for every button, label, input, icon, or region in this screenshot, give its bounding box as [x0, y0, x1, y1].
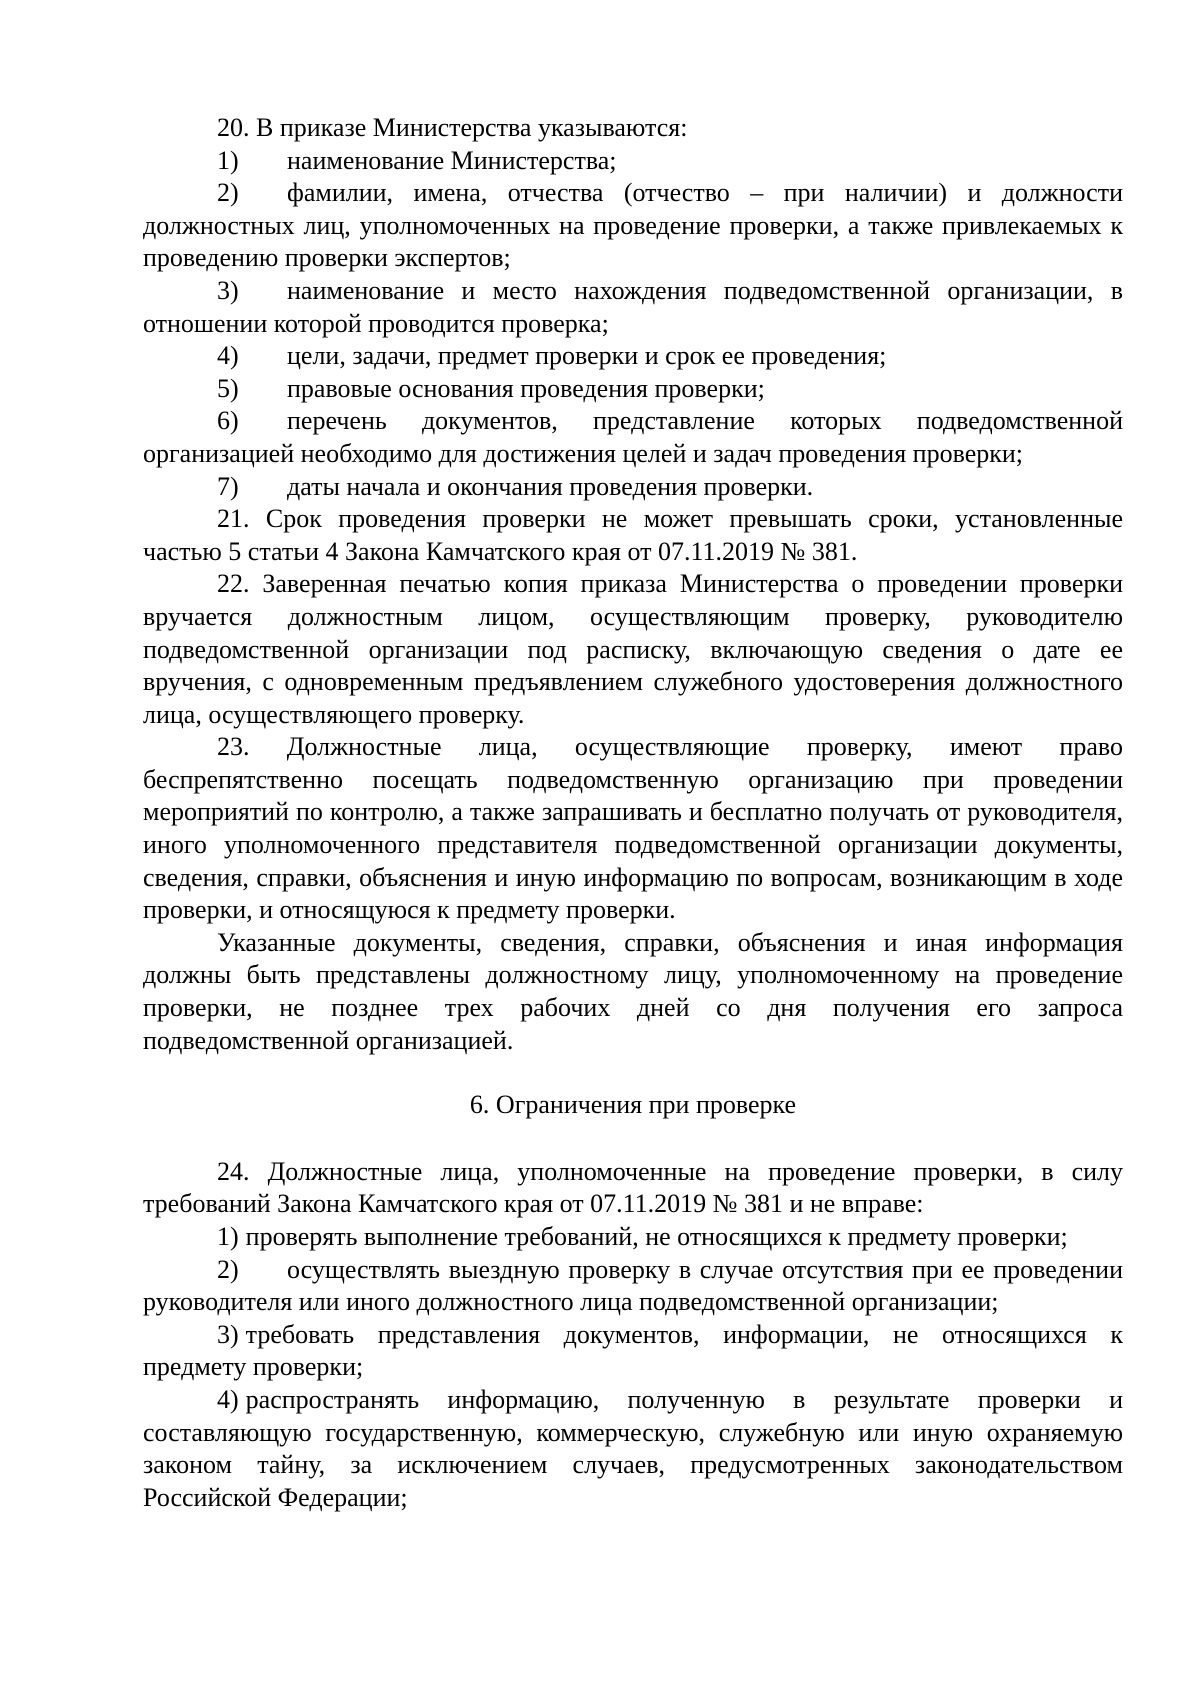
list-item — [143, 1221, 1123, 1254]
list-item-number: 3) — [217, 1319, 239, 1349]
list-item-text: даты начала и окончания проведения проверки. — [287, 471, 814, 501]
list-item-number: 1) — [217, 145, 239, 175]
list-item-number: 2) — [217, 178, 239, 208]
list-item-number: 1) — [217, 1222, 239, 1251]
paragraph-22: 22. Заверенная печатью копия приказа Министерства о проведении проверки вручается должностным лицом, осуществляющим проверку, руководителю подведомственной организации под расписку, включающую сведения о дате ее вручения, с одновременным предъявлением служебного удостоверения должностного лица, осуществляющего проверку. — [143, 569, 1123, 729]
paragraph-20-intro: 20. В приказе Министерства указываются: — [217, 113, 688, 142]
document-body — [143, 112, 1123, 1514]
list-item — [143, 145, 1123, 178]
list-item — [143, 1384, 1123, 1514]
section-heading: 6. Ограничения при проверке — [469, 1090, 797, 1120]
list-item — [143, 471, 1123, 504]
list-item-text: цели, задачи, предмет проверки и срок ее проведения; — [287, 341, 887, 371]
list-item-text: наименование Министерства; — [287, 145, 617, 175]
list-item-text: распространять информацию, полученную в результате проверки и составляющую государственную, коммерческую, служебную или иную охраняемую законом тайну, за исключением случаев, предусмотренных законодательством Российской Федерации; — [143, 1384, 1123, 1512]
list-item-text: фамилии, имена, отчества (отчество – при наличии) и должности должностных лиц, уполномоченных на проведение проверки, а также привлекаемых к проведению проверки экспертов; — [143, 178, 1123, 273]
list-item-number: 4) — [217, 341, 239, 371]
list-item-number: 4) — [217, 1384, 239, 1414]
list-item — [143, 1319, 1123, 1384]
list-item — [143, 373, 1123, 406]
list-item-number: 6) — [217, 406, 239, 436]
list-item — [143, 1254, 1123, 1319]
list-item — [143, 177, 1123, 275]
list-item-text: требовать представления документов, информации, не относящихся к предмету проверки; — [143, 1319, 1123, 1382]
paragraph-23: 23. Должностные лица, осуществляющие проверку, имеют право беспрепятственно посещать подведомственную организацию при проведении мероприятий по контролю, а также запрашивать и бесплатно получать от руководителя, иного уполномоченного представителя подведомственной организации документы, сведения, справки, объяснения и иную информацию по вопросам, возникающим в ходе проверки, и относящуюся к предмету проверки. — [143, 732, 1123, 925]
list-item-text: перечень документов, представление которых подведомственной организацией необходимо для достижения целей и задач проведения проверки; — [143, 406, 1123, 468]
list-item-text: правовые основания проведения проверки; — [287, 373, 765, 403]
list-item — [143, 405, 1123, 470]
list-item — [143, 275, 1123, 340]
list-item — [143, 340, 1123, 373]
paragraph-24-intro: 24. Должностные лица, уполномоченные на проведение проверки, в силу требований Закона Камчатского края от 07.11.2019 № 381 и не вправе: — [143, 1156, 1123, 1219]
paragraph-21: 21. Срок проведения проверки не может превышать сроки, установленные частью 5 статьи 4 Закона Камчатского края от 07.11.2019 № 381. — [143, 504, 1123, 566]
list-item-number: 5) — [217, 373, 239, 403]
list-item-number: 3) — [217, 275, 239, 305]
list-item-number: 7) — [217, 471, 239, 501]
paragraph-23-continuation: Указанные документы, сведения, справки, объяснения и иная информация должны быть представлены должностному лицу, уполномоченному на проведение проверки, не позднее трех рабочих дней со дня получения его запроса подведомственной организацией. — [143, 927, 1123, 1055]
list-item-number: 2) — [217, 1254, 239, 1284]
list-item-text: проверять выполнение требований, не относящихся к предмету проверки; — [245, 1222, 1068, 1251]
list-item-text: наименование и место нахождения подведомственной организации, в отношении которой проводится проверка; — [143, 275, 1123, 338]
list-item-text: осуществлять выездную проверку в случае отсутствия при ее проведении руководителя или иного должностного лица подведомственной организации; — [143, 1254, 1123, 1317]
